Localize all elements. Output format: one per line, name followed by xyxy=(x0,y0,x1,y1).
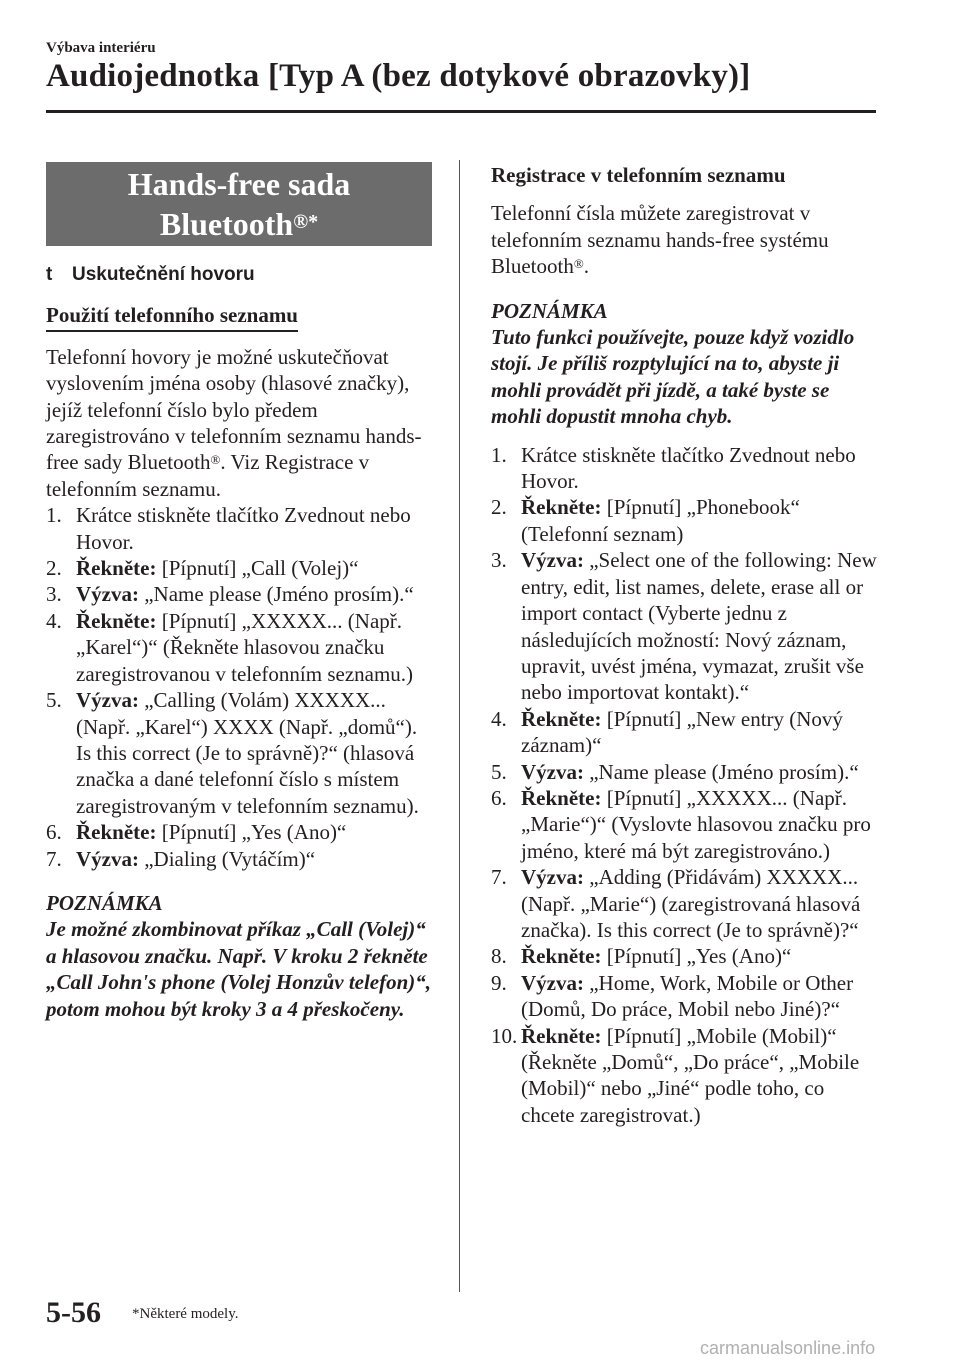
step-keyword: Výzva: xyxy=(76,688,139,713)
list-item xyxy=(491,442,879,495)
step-text: „Calling (Volám) XXXXX... (Např. „Karel“) XXXX (Např. „domů“). Is this correct (Je to správně)?“ (hlasová značka a dané telefonní číslo s místem zaregistrovaným v telefonním seznamu). xyxy=(76,688,419,818)
step-text: „Select one of the following: New entry, edit, list names, delete, erase all or import contact (Vyberte jednu z následujících možností: Nový záznam, upravit, uvést jména, vymazat, zrušit vše nebo importovat kontakt).“ xyxy=(521,548,877,705)
intro-paragraph: Telefonní čísla můžete zaregistrovat v telefonním seznamu hands-free systému Bluetooth®. xyxy=(491,201,829,279)
list-item xyxy=(46,608,436,687)
step-keyword: Výzva: xyxy=(521,865,584,890)
right-column xyxy=(491,162,879,1128)
list-item xyxy=(491,785,879,864)
step-number: 1. xyxy=(46,503,62,528)
section-heading: Registrace v telefonním seznamu xyxy=(491,163,786,187)
step-text: „Name please (Jméno prosím).“ xyxy=(138,582,414,607)
section-banner xyxy=(46,162,432,246)
list-item xyxy=(46,819,436,845)
step-text: Krátce stiskněte tlačítko Zvednout nebo Hovor. xyxy=(76,503,411,554)
step-number: 3. xyxy=(491,548,507,573)
step-number: 7. xyxy=(491,865,507,890)
list-item xyxy=(491,864,879,943)
list-item xyxy=(491,494,879,547)
intro-paragraph: Telefonní hovory je možné uskutečňovat vyslovením jména osoby (hlasové značky), jejíž telefonní číslo bylo předem zaregistrováno v telefonním seznamu hands-free sady Bluetooth®. Viz Registrace v telefonním seznamu. xyxy=(46,344,422,501)
watermark: carmanualsonline.info xyxy=(700,1338,876,1358)
list-item xyxy=(491,1023,879,1129)
step-keyword: Řekněte: xyxy=(76,556,157,581)
step-text: „Home, Work, Mobile or Other (Domů, Do práce, Mobil nebo Jiné)?“ xyxy=(521,970,854,1022)
step-keyword: Řekněte: xyxy=(76,820,157,845)
step-keyword: Výzva: xyxy=(76,846,139,871)
step-text: [Pípnutí] „Yes (Ano)“ xyxy=(601,944,792,969)
step-number: 6. xyxy=(491,785,507,810)
step-number: 5. xyxy=(491,759,507,784)
step-number: 4. xyxy=(46,608,62,633)
step-text: [Pípnutí] „Yes (Ano)“ xyxy=(156,820,347,845)
step-keyword: Výzva: xyxy=(76,582,139,607)
step-number: 6. xyxy=(46,820,62,845)
banner-line-1: Hands-free sada xyxy=(127,166,351,202)
section-label: Výbava interiéru xyxy=(46,40,156,56)
step-text: [Pípnutí] „Mobile (Mobil)“ (Řekněte „Domů“, „Do práce“, „Mobile (Mobil)“ nebo „Jiné“ podle toho, co chcete zaregistrovat.) xyxy=(521,1023,860,1127)
list-item xyxy=(46,846,436,872)
step-keyword: Výzva: xyxy=(521,548,584,573)
step-text: „Adding (Přidávám) XXXXX... (Např. „Marie“) (zaregistrovaná hlasová značka). Is this correct (Je to správně)?“ xyxy=(521,865,861,942)
step-number: 9. xyxy=(491,970,507,995)
steps-list xyxy=(46,502,436,872)
list-item xyxy=(46,555,436,581)
step-text: „Name please (Jméno prosím).“ xyxy=(583,759,859,784)
left-column xyxy=(46,162,436,1022)
step-keyword: Výzva: xyxy=(521,759,584,784)
page-number: 5-56 xyxy=(46,1296,101,1329)
step-number: 5. xyxy=(46,688,62,713)
step-number: 8. xyxy=(491,944,507,969)
step-text: [Pípnutí] „Phonebook“ (Telefonní seznam) xyxy=(521,495,800,546)
subheading: t Uskutečnění hovoru xyxy=(46,262,436,288)
column-divider xyxy=(459,160,460,1292)
step-keyword: Výzva: xyxy=(521,970,584,995)
step-text: „Dialing (Vytáčím)“ xyxy=(138,846,316,871)
step-number: 3. xyxy=(46,582,62,607)
step-keyword: Řekněte: xyxy=(76,608,157,633)
step-number: 2. xyxy=(491,495,507,520)
list-item xyxy=(46,581,436,607)
list-item xyxy=(491,970,879,1023)
note-label: POZNÁMKA xyxy=(46,890,163,915)
step-number: 4. xyxy=(491,706,507,731)
step-keyword: Řekněte: xyxy=(521,944,602,969)
list-item xyxy=(491,943,879,969)
underlined-heading: Použití telefonního seznamu xyxy=(46,302,298,331)
step-number: 2. xyxy=(46,556,62,581)
step-keyword: Řekněte: xyxy=(521,706,602,731)
note-text: Tuto funkci používejte, pouze když vozidlo stojí. Je příliš rozptylující na to, abyste ji mohli provádět při jízdě, a také byste se mohli dopustit mnoha chyb. xyxy=(491,325,855,429)
note-label: POZNÁMKA xyxy=(491,298,608,323)
step-text: [Pípnutí] „Call (Volej)“ xyxy=(156,556,359,581)
footnote: *Některé modely. xyxy=(132,1306,239,1322)
bullet-icon: t xyxy=(46,264,53,285)
banner-superscript: ®* xyxy=(293,211,319,233)
step-keyword: Řekněte: xyxy=(521,495,602,520)
step-keyword: Řekněte: xyxy=(521,1023,602,1048)
step-number: 1. xyxy=(491,442,507,467)
list-item xyxy=(46,502,436,555)
step-text: [Pípnutí] „XXXXX... (Např. „Marie“)“ (Vyslovte hlasovou značku pro jméno, které má být zaregistrováno.) xyxy=(521,785,871,863)
steps-list xyxy=(491,442,879,1129)
note-text: Je možné zkombinovat příkaz „Call (Volej)“ a hlasovou značku. Např. V kroku 2 řekněte „Call John's phone (Volej Honzův telefon)“, potom mohou být kroky 3 a 4 přeskočeny. xyxy=(46,917,432,1021)
list-item xyxy=(491,706,879,759)
list-item xyxy=(491,759,879,785)
step-text: [Pípnutí] „New entry (Nový záznam)“ xyxy=(521,706,843,758)
step-keyword: Řekněte: xyxy=(521,785,602,810)
step-text: Krátce stiskněte tlačítko Zvednout nebo Hovor. xyxy=(521,442,856,494)
title-rule xyxy=(46,110,876,113)
step-number: 10. xyxy=(491,1023,518,1048)
list-item xyxy=(46,687,436,819)
step-text: [Pípnutí] „XXXXX... (Např. „Karel“)“ (Řekněte hlasovou značku zaregistrovanou v telefonním seznamu.) xyxy=(76,608,414,686)
page-title: Audiojednotka [Typ A (bez dotykové obrazovky)] xyxy=(46,58,751,94)
step-number: 7. xyxy=(46,846,62,871)
list-item xyxy=(491,547,879,705)
banner-line-2: Bluetooth®* xyxy=(159,206,319,242)
